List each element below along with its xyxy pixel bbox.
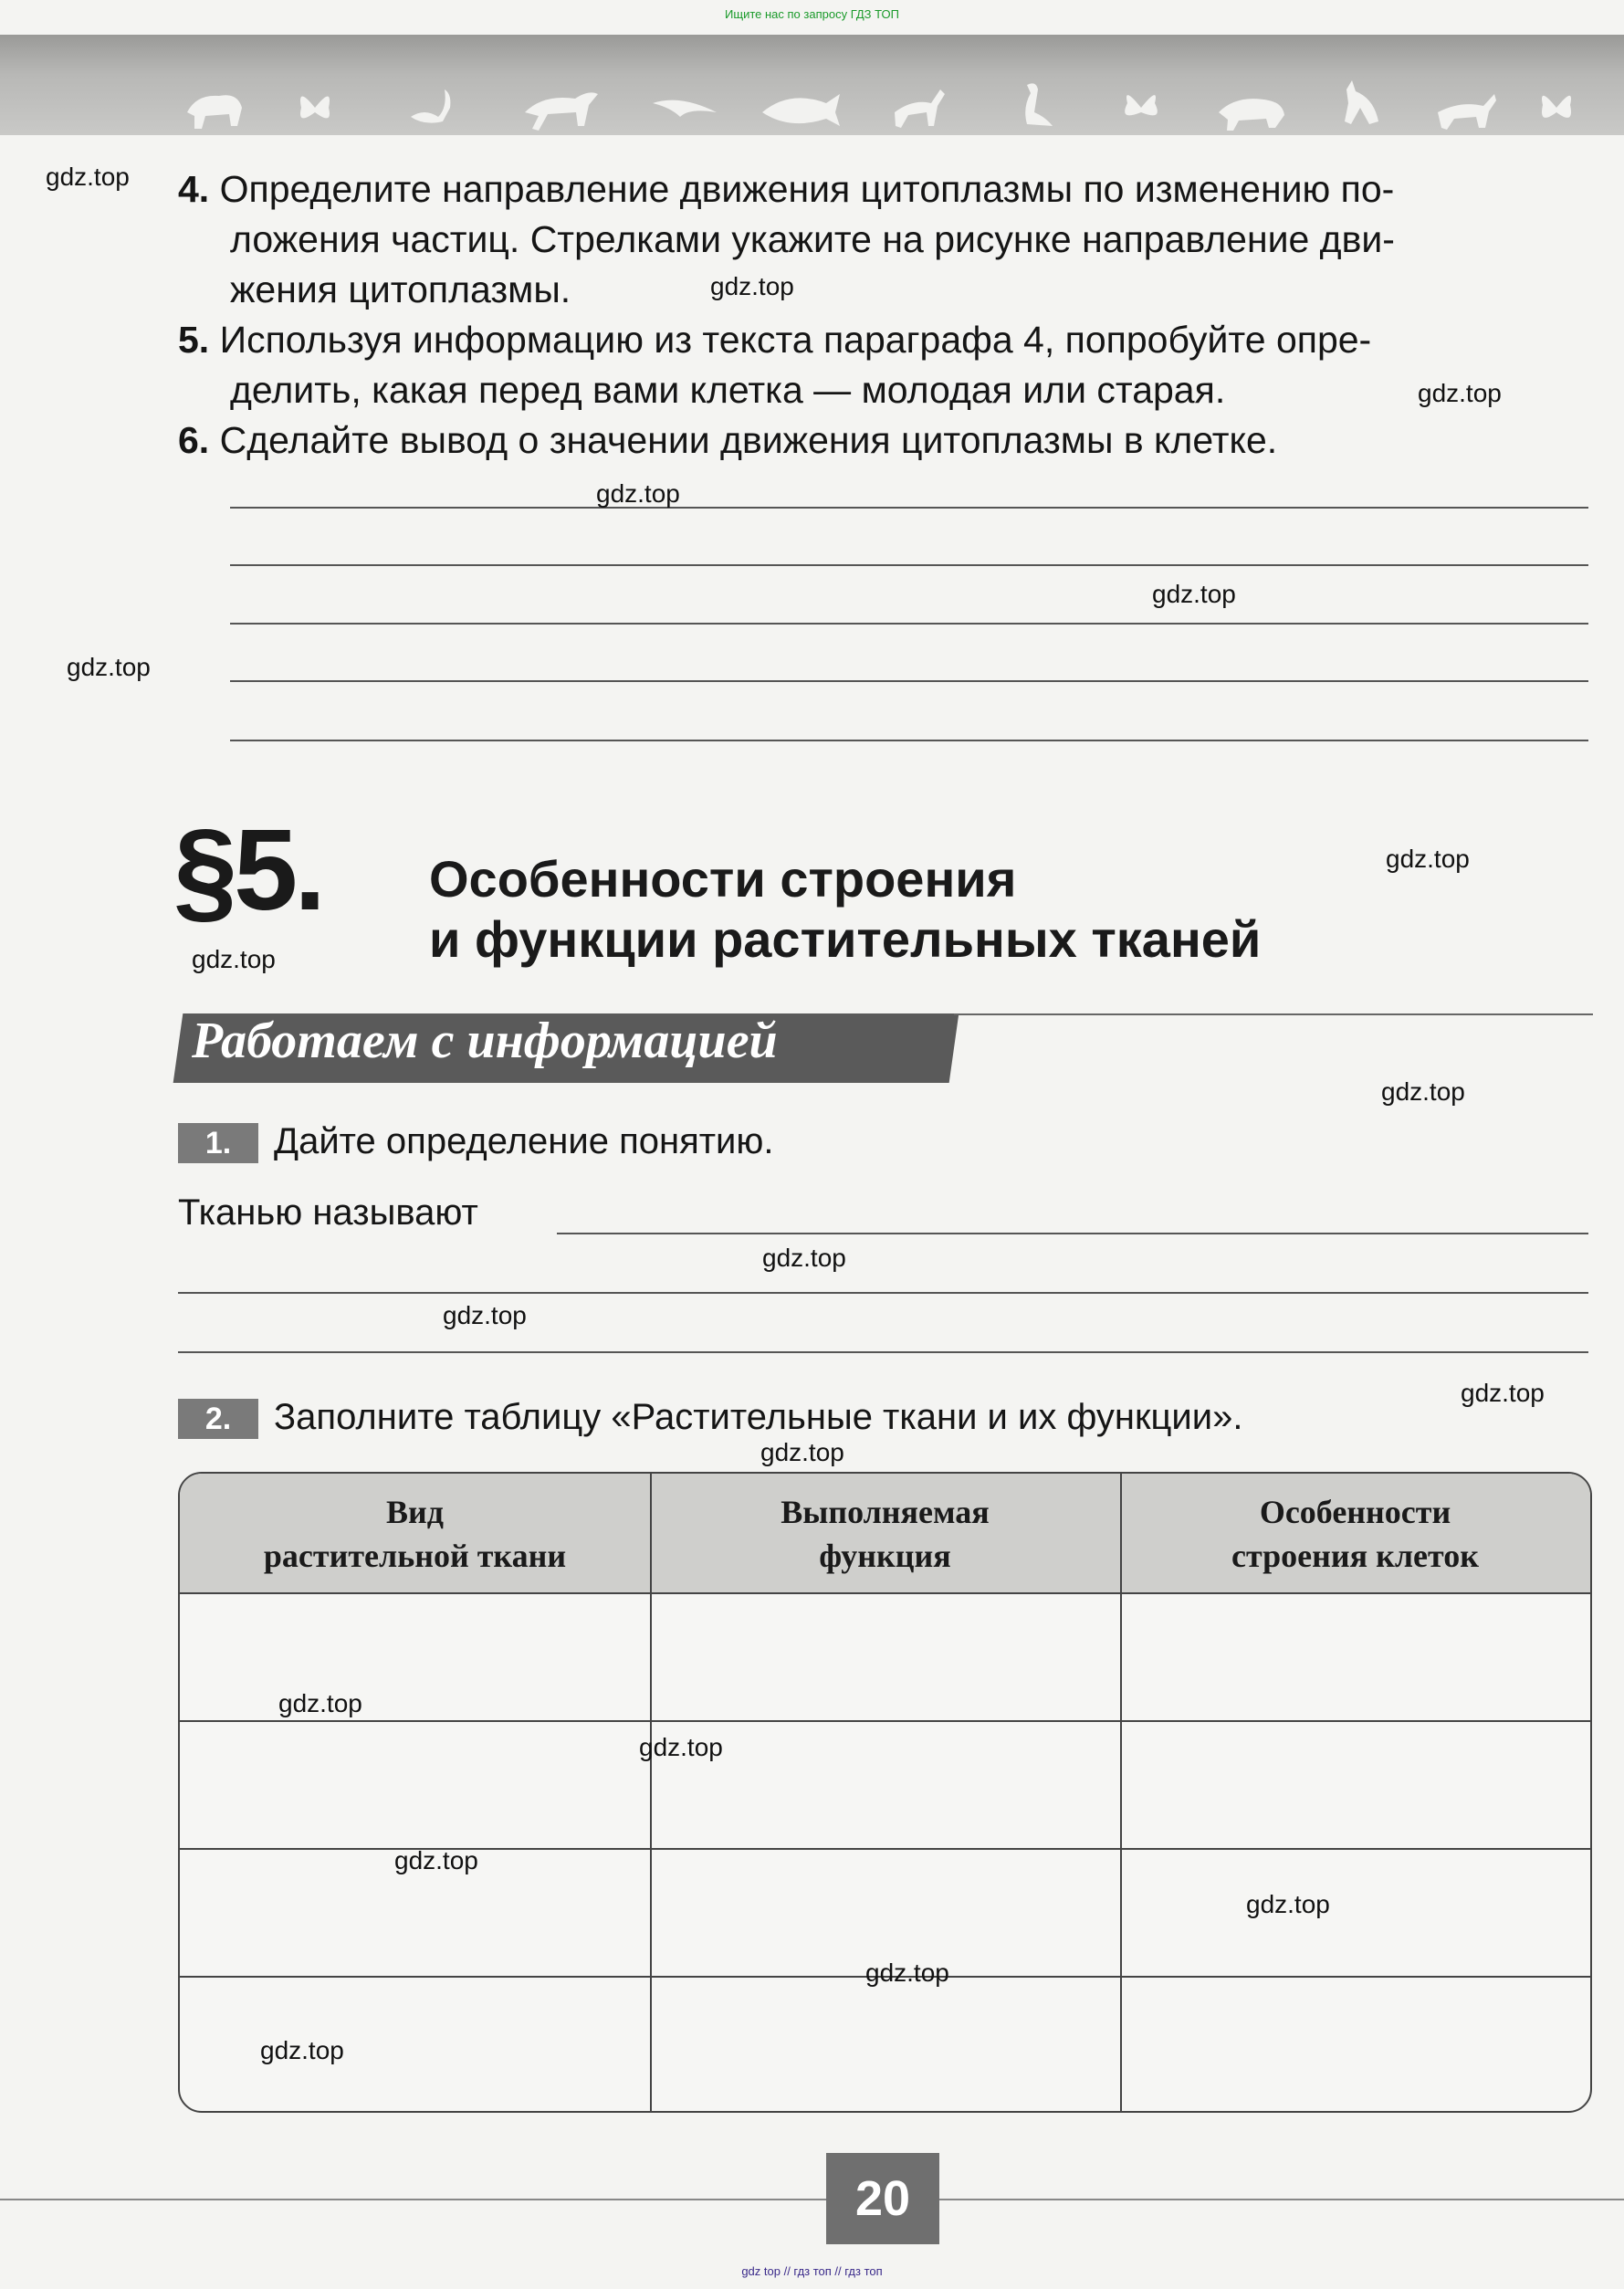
watermark: gdz.top (278, 1689, 362, 1717)
task-number: 4. (178, 168, 210, 210)
watermark: gdz.top (760, 1438, 844, 1466)
watermark: gdz.top (1381, 1077, 1465, 1106)
task-4-line-2: ложения частиц. Стрелками укажите на рисунке направление дви- (230, 218, 1395, 260)
column-divider (1120, 1474, 1122, 2111)
horse-icon (525, 92, 598, 131)
cat-icon (1345, 80, 1378, 124)
watermark: gdz.top (394, 1846, 478, 1874)
task-4 (178, 164, 1394, 215)
answer-line[interactable] (230, 564, 1588, 566)
task-4-line-3: жения цитоплазмы. (230, 268, 571, 310)
question-1-text: Дайте определение понятию. (274, 1121, 774, 1161)
row-divider (180, 1720, 1590, 1722)
watermark: gdz.top (1461, 1379, 1545, 1407)
deer-icon (895, 89, 945, 128)
watermark: gdz.top (1152, 580, 1236, 608)
task-text: Определите направление движения цитоплазмы по изменению по- (219, 168, 1395, 210)
task-text: Сделайте вывод о значении движения цитоплазмы в клетке. (219, 419, 1278, 461)
animal-silhouettes (178, 80, 1602, 135)
page-number: 20 (826, 2153, 939, 2244)
moth-icon (1542, 96, 1571, 118)
bird-icon (653, 100, 717, 117)
task-6 (178, 415, 1277, 466)
task-text: Используя информацию из текста параграфа 4, попробуйте опре- (219, 319, 1372, 361)
header-cell-structure: Особенности строения клеток (1231, 1494, 1479, 1574)
watermark: gdz.top (192, 945, 276, 973)
fish-icon (762, 94, 840, 126)
bison-icon (187, 95, 242, 129)
footer-rule (0, 2199, 1624, 2200)
butterfly-icon (300, 97, 330, 119)
definition-prompt: Тканью называют (178, 1192, 478, 1233)
watermark: gdz.top (67, 653, 151, 681)
answer-line[interactable] (230, 680, 1588, 682)
task-5 (178, 315, 1371, 365)
gazelle-icon (1438, 94, 1496, 130)
header-function: Выполняемая функция (781, 1494, 990, 1574)
definition-answer-line[interactable] (178, 1351, 1588, 1353)
question-badge: 2. (178, 1399, 258, 1439)
question-2-text: Заполните таблицу «Растительные ткани и их функции». (274, 1397, 1243, 1437)
header-tissue-type: Вид растительной ткани (263, 1494, 567, 1574)
question-badge: 1. (178, 1123, 258, 1163)
answer-line[interactable] (230, 623, 1588, 625)
watermark: gdz.top (260, 2036, 344, 2064)
task-number: 6. (178, 419, 210, 461)
column-divider (650, 1474, 652, 2111)
section-title-line-1: Особенности строения (429, 850, 1017, 908)
watermark: gdz.top (639, 1733, 723, 1761)
watermark: gdz.top (596, 479, 680, 508)
answer-line[interactable] (230, 740, 1588, 741)
watermark: gdz.top (443, 1301, 527, 1329)
watermark: gdz.top (1418, 379, 1502, 407)
section-title-line-2: и функции растительных тканей (429, 910, 1262, 968)
bottom-note: gdz top // гдз топ // гдз топ (741, 2264, 883, 2278)
watermark: gdz.top (865, 1958, 949, 1987)
task-5-line-2: делить, какая перед вами клетка — молодая или старая. (230, 369, 1226, 411)
answer-line[interactable] (230, 507, 1588, 509)
scorpion-icon (411, 89, 450, 123)
row-divider (180, 1848, 1590, 1850)
definition-answer-line[interactable] (178, 1292, 1588, 1294)
boar-icon (1219, 99, 1284, 131)
ribbon-rule (954, 1013, 1593, 1015)
bee-icon (1125, 95, 1158, 115)
task-number: 5. (178, 319, 210, 361)
watermark: gdz.top (1386, 845, 1470, 873)
top-note: Ищите нас по запросу ГДЗ ТОП (725, 7, 899, 21)
definition-answer-line[interactable] (557, 1233, 1588, 1234)
watermark: gdz.top (1246, 1890, 1330, 1918)
watermark: gdz.top (46, 163, 130, 191)
watermark: gdz.top (710, 272, 794, 300)
ribbon-title: Работаем с информацией (192, 1013, 778, 1069)
heron-icon (1025, 83, 1053, 126)
section-number: §5. (173, 805, 323, 934)
watermark: gdz.top (762, 1244, 846, 1272)
tissues-table (178, 1472, 1592, 2113)
section-title (429, 849, 1261, 970)
